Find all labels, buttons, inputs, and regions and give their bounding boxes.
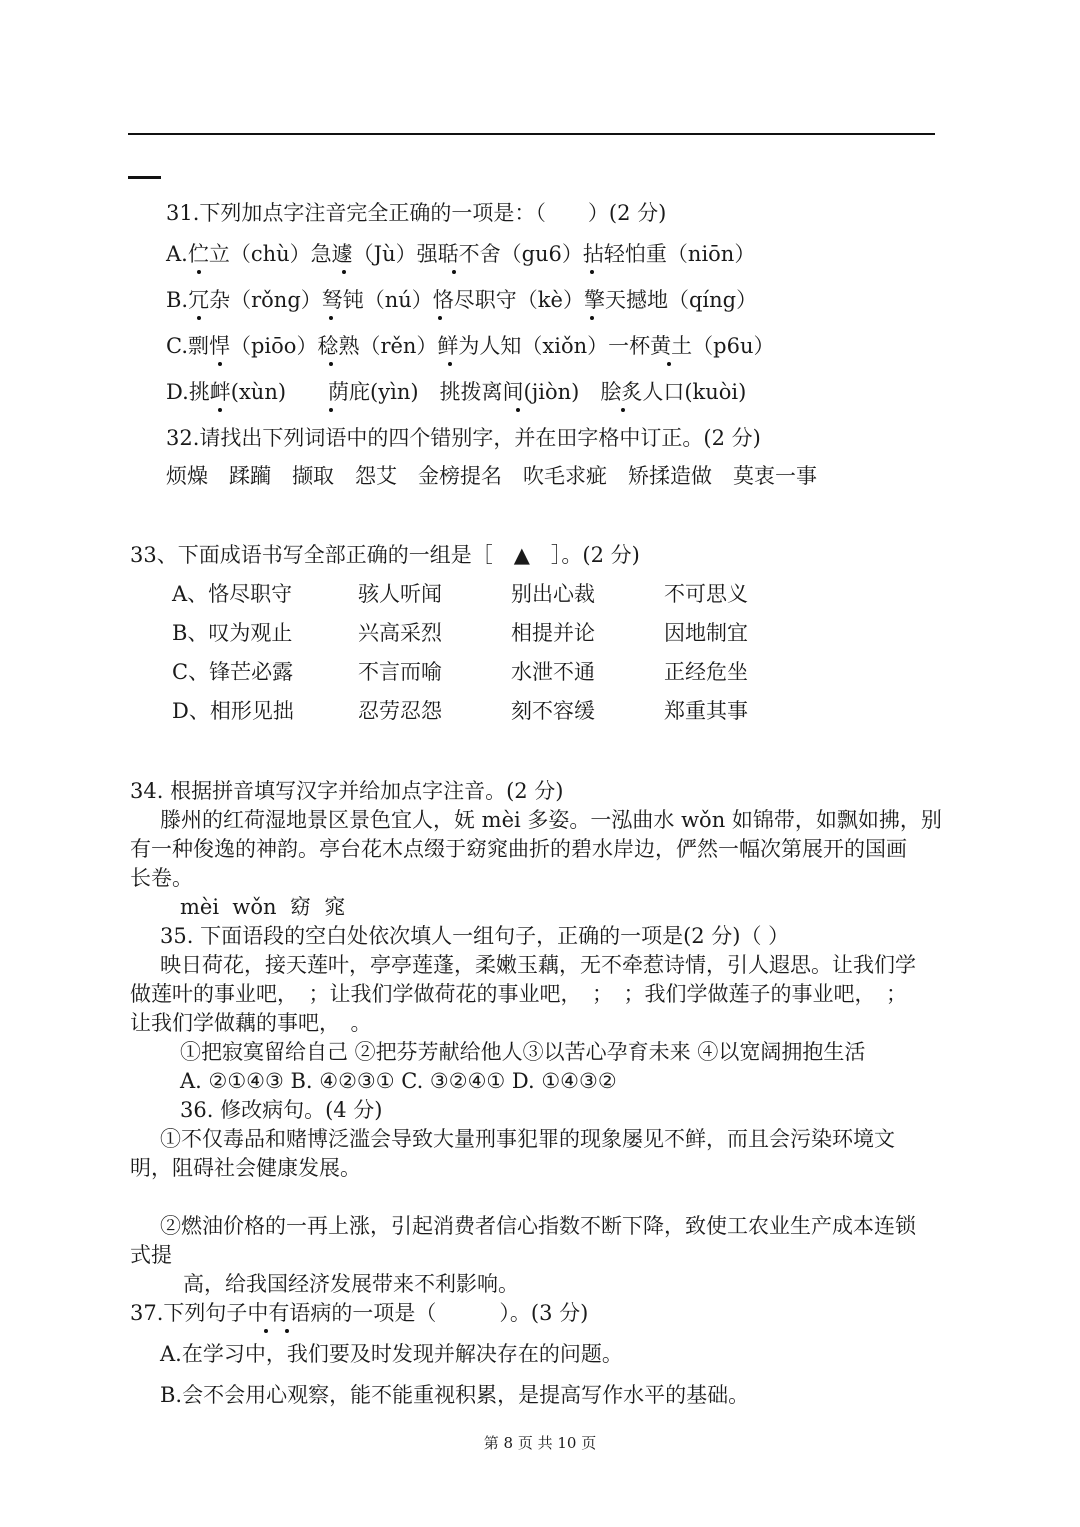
q33-cell: 郑重其事 [664, 699, 748, 723]
q31-option-d: D.挑衅(xùn) 荫庇(yìn) 挑拨离间(jiòn) 脍炙人口(kuòi) [166, 380, 747, 404]
q35-sentence-options: ①把寂寞留给自己 ②把芬芳献给他人③以苦心孕育未来 ④以宽阔拥抱生活 [180, 1040, 866, 1064]
q32-stem: 32.请找出下列词语中的四个错别字，并在田字格中订正。(2 分) [166, 426, 761, 450]
emphasis-dot [197, 316, 201, 320]
q35-stem: 35. 下面语段的空白处依次填人一组句子，正确的一项是(2 分)（ ） [160, 924, 790, 948]
q36-line-2: 明，阻碍社会健康发展。 [130, 1156, 361, 1180]
q31-option-a: A.伫立（chù）急遽（Jù）强聒不舍（gu6）拈轻怕重（niōn） [166, 242, 756, 266]
q33-cell: 忍劳忍怨 [358, 699, 442, 723]
emphasis-dot [448, 362, 452, 366]
q31-stem: 31.下列加点字注音完全正确的一项是：（ ）(2 分) [166, 201, 667, 225]
q33-cell: 不言而喻 [358, 660, 442, 684]
q34-answer-line: mèi wǒn 窈 窕 [180, 895, 346, 919]
q34-line-2: 有一种俊逸的神韵。亭台花木点缀于窈窕曲折的碧水岸边，俨然一幅次第展开的国画 [130, 837, 907, 861]
q36-line-1: ①不仅毒品和赌博泛滥会导致大量刑事犯罪的现象屡见不鲜，而且会污染环境文 [160, 1127, 895, 1151]
q33-cell: 刻不容缓 [511, 699, 595, 723]
emphasis-dot [590, 316, 594, 320]
q37-option-b: B.会不会用心观察，能不能重视积累，是提高写作水平的基础。 [160, 1383, 750, 1407]
emphasis-dot [329, 316, 333, 320]
q31-option-c: C.剽悍（piōo）稔熟（rěn）鲜为人知（xiǒn）一杯黄土（p6u） [166, 334, 775, 358]
q36-stem: 36. 修改病句。(4 分) [180, 1098, 383, 1122]
q33-cell: D、相形见拙 [172, 699, 294, 723]
emphasis-dot [218, 362, 222, 366]
short-rule [128, 176, 161, 179]
emphasis-dot [667, 362, 671, 366]
emphasis-dot [264, 1329, 268, 1333]
q35-line-2: 做莲叶的事业吧， ；让我们学做荷花的事业吧， ； ；我们学做莲子的事业吧， ； [130, 982, 907, 1006]
q33-cell: A、恪尽职守 [172, 582, 293, 606]
q33-cell: C、锋芒必露 [172, 660, 294, 684]
q33-cell: 别出心裁 [511, 582, 595, 606]
emphasis-dot [438, 316, 442, 320]
q33-cell: 正经危坐 [664, 660, 748, 684]
q33-cell: 相提并论 [511, 621, 595, 645]
q32-words: 烦燥 蹂躏 撷取 怨艾 金榜提名 吹毛求疵 矫揉造做 莫衷一事 [166, 464, 817, 488]
q33-cell: 水泄不通 [511, 660, 595, 684]
emphasis-dot [621, 408, 625, 412]
q36-line-3: ②燃油价格的一再上涨，引起消费者信心指数不断下降，致使工农业生产成本连锁 [160, 1214, 916, 1238]
q34-stem: 34. 根据拼音填写汉字并给加点字注音。(2 分) [130, 779, 564, 803]
q35-line-3: 让我们学做藕的事吧， 。 [130, 1011, 372, 1035]
q36-line-4: 式提 [130, 1243, 172, 1267]
q33-cell: 骇人听闻 [358, 582, 442, 606]
q33-cell: 兴高采烈 [358, 621, 442, 645]
q33-cell: B、叹为观止 [172, 621, 293, 645]
q31-option-b: B.冗杂（rǒng）驽钝（nú）恪尽职守（kè）擎天撼地（qíng） [166, 288, 758, 312]
q33-cell: 因地制宜 [664, 621, 748, 645]
emphasis-dot [285, 1329, 289, 1333]
emphasis-dot [590, 270, 594, 274]
q34-line-3: 长卷。 [130, 866, 193, 890]
emphasis-dot [342, 270, 346, 274]
page-footer: 第 8 页 共 10 页 [483, 1434, 597, 1452]
emphasis-dot [197, 270, 201, 274]
emphasis-dot [329, 408, 333, 412]
q35-line-1: 映日荷花，接天莲叶，亭亭莲蓬，柔嫩玉藕，无不牵惹诗情，引人遐思。让我们学 [160, 953, 916, 977]
emphasis-dot [516, 408, 520, 412]
q33-stem: 33、下面成语书写全部正确的一组是［ ▲ ］。(2 分) [130, 543, 640, 567]
q35-choices: A. ②①④③ B. ④②③① C. ③②④① D. ①④③② [180, 1069, 617, 1093]
top-rule [128, 133, 935, 135]
q34-line-1: 滕州的红荷湿地景区景色宜人，妩 mèi 多姿。一泓曲水 wǒn 如锦带，如飘如拂，别 [160, 808, 942, 832]
q37-stem: 37.下列句子中有语病的一项是（ ）。(3 分) [130, 1301, 589, 1325]
q33-cell: 不可思义 [664, 582, 748, 606]
emphasis-dot [218, 408, 222, 412]
emphasis-dot [452, 270, 456, 274]
q36-line-5: 高，给我国经济发展带来不利影响。 [183, 1272, 519, 1296]
q37-option-a: A.在学习中，我们要及时发现并解决存在的问题。 [160, 1342, 623, 1366]
emphasis-dot [329, 362, 333, 366]
